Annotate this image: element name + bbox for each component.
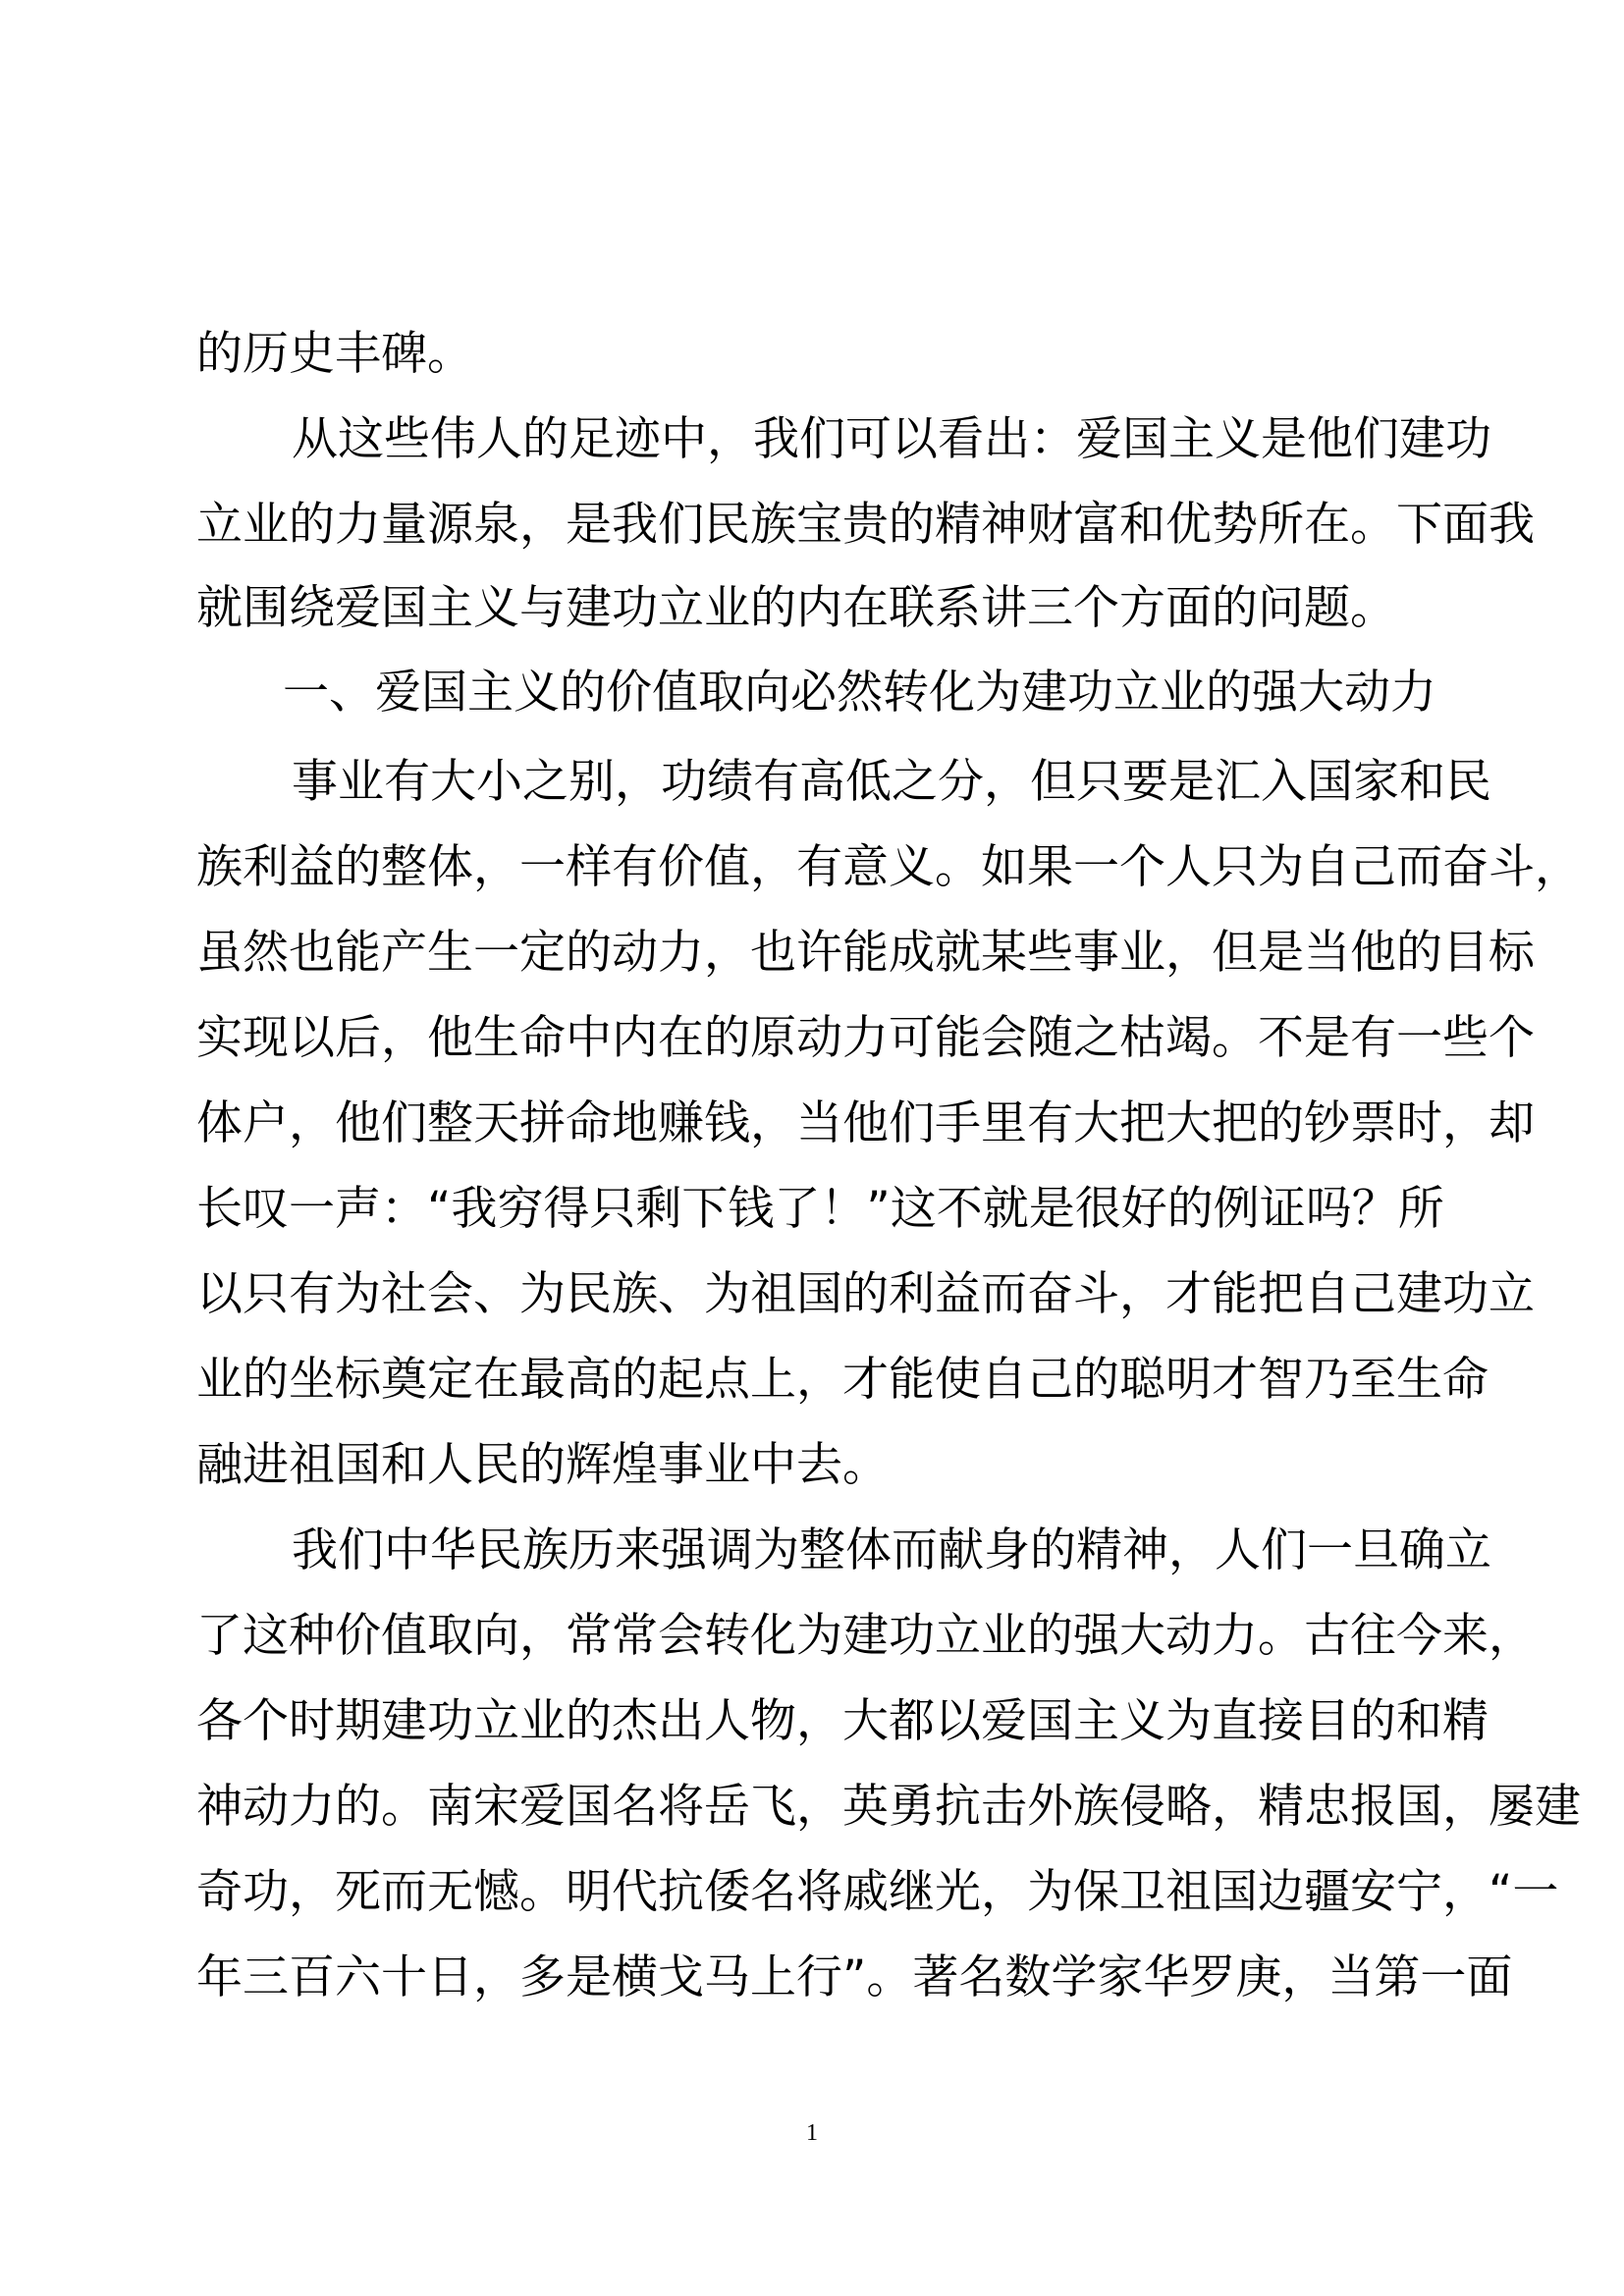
text-line: 奇功，死而无憾。明代抗倭名将戚继光，为保卫祖国边疆安宁，“一	[196, 1865, 1559, 1919]
text-line: 事业有大小之别，功绩有高低之分，但只要是汇入国家和民	[292, 755, 1491, 809]
text-line: 以只有为社会、为民族、为祖国的利益而奋斗，才能把自己建功立	[196, 1267, 1535, 1321]
text-line: 融进祖国和人民的辉煌事业中去。	[196, 1438, 889, 1492]
text-line: 从这些伟人的足迹中，我们可以看出：爱国主义是他们建功	[292, 412, 1491, 466]
text-line: 各个时期建功立业的杰出人物，大都以爱国主义为直接目的和精	[196, 1694, 1489, 1748]
text-line: 长叹一声：“我穷得只剩下钱了！”这不就是很好的例证吗？所	[196, 1182, 1444, 1236]
text-line: 的历史丰碑。	[196, 327, 473, 381]
text-line: 族利益的整体，一样有价值，有意义。如果一个人只为自己而奋斗，	[196, 840, 1581, 894]
page-number: 1	[806, 2120, 818, 2146]
text-line: 立业的力量源泉，是我们民族宝贵的精神财富和优势所在。下面我	[196, 498, 1535, 552]
text-line: 实现以后，他生命中内在的原动力可能会随之枯竭。不是有一些个	[196, 1011, 1535, 1065]
text-line: 虽然也能产生一定的动力，也许能成就某些事业，但是当他的目标	[196, 926, 1535, 980]
text-line: 体户，他们整天拼命地赚钱，当他们手里有大把大把的钞票时，却	[196, 1096, 1535, 1150]
text-line: 就围绕爱国主义与建功立业的内在联系讲三个方面的问题。	[196, 581, 1396, 635]
text-line: 业的坐标奠定在最高的起点上，才能使自己的聪明才智乃至生命	[196, 1353, 1489, 1407]
text-line: 年三百六十日，多是横戈马上行”。著名数学家华罗庚，当第一面	[196, 1950, 1513, 2004]
text-line: 神动力的。南宋爱国名将岳飞，英勇抗击外族侵略，精忠报国，屡建	[196, 1780, 1581, 1834]
section-heading: 一、爱国主义的价值取向必然转化为建功立业的强大动力	[283, 666, 1436, 720]
text-line: 我们中华民族历来强调为整体而献身的精神，人们一旦确立	[292, 1523, 1491, 1577]
text-line: 了这种价值取向，常常会转化为建功立业的强大动力。古往今来，	[196, 1609, 1535, 1663]
